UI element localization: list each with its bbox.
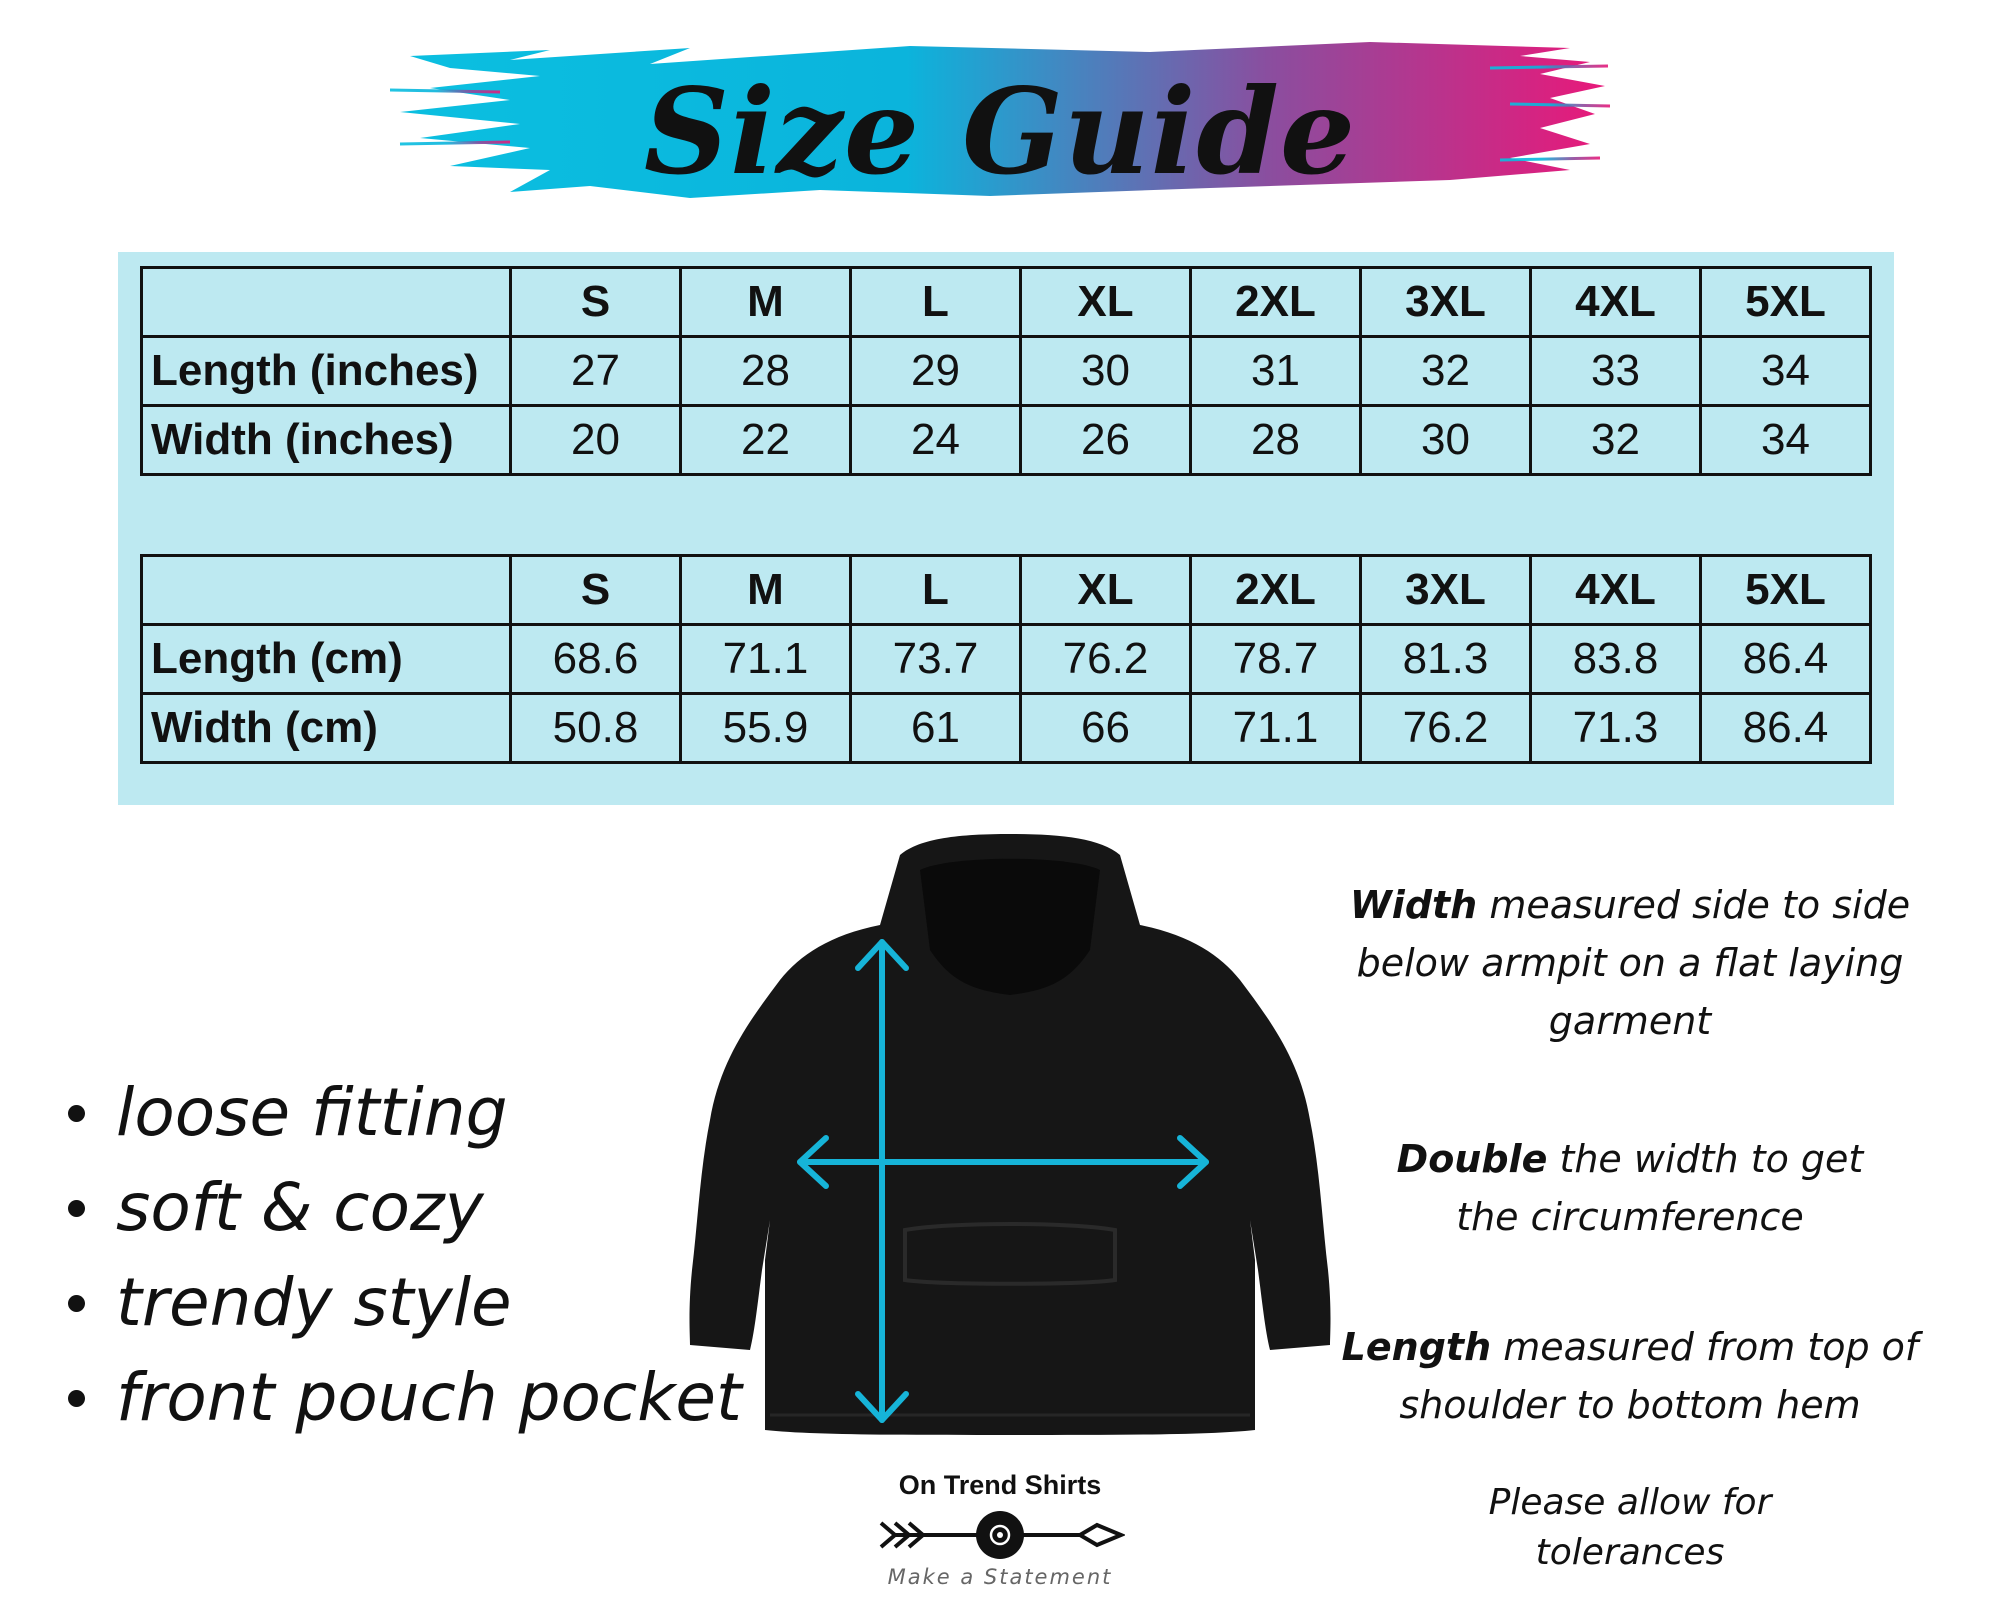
table-cell: 26 bbox=[1021, 406, 1191, 475]
table-header-row bbox=[142, 268, 1871, 337]
brand-logo bbox=[870, 1466, 1130, 1600]
brand-name: On Trend Shirts bbox=[898, 1470, 1102, 1500]
header-cell-empty bbox=[142, 556, 511, 625]
table-cell: 86.4 bbox=[1701, 694, 1871, 763]
table-cell: 34 bbox=[1701, 406, 1871, 475]
size-header: 3XL bbox=[1361, 268, 1531, 337]
note-double bbox=[1360, 1130, 1900, 1246]
row-label: Length (cm) bbox=[142, 625, 511, 694]
size-header: 5XL bbox=[1701, 268, 1871, 337]
table-row bbox=[142, 337, 1871, 406]
table-cell: 71.3 bbox=[1531, 694, 1701, 763]
size-header: S bbox=[511, 556, 681, 625]
table-cell: 66 bbox=[1021, 694, 1191, 763]
size-header: 5XL bbox=[1701, 556, 1871, 625]
list-item bbox=[60, 1255, 742, 1350]
table-cell: 30 bbox=[1021, 337, 1191, 406]
header-cell-empty bbox=[142, 268, 511, 337]
note-length-text: measured from top of shoulder to bottom hem bbox=[1399, 1325, 1919, 1427]
brand-tagline: Make a Statement bbox=[887, 1565, 1113, 1589]
bullet-icon bbox=[68, 1200, 85, 1217]
table-cell: 68.6 bbox=[511, 625, 681, 694]
table-cell: 27 bbox=[511, 337, 681, 406]
feature-text: front pouch pocket bbox=[116, 1359, 742, 1436]
list-item bbox=[60, 1065, 742, 1160]
note-double-text: the width to get the circumference bbox=[1456, 1137, 1864, 1239]
list-item bbox=[60, 1160, 742, 1255]
table-cell: 32 bbox=[1361, 337, 1531, 406]
hoodie-icon bbox=[650, 830, 1370, 1440]
table-cell: 71.1 bbox=[681, 625, 851, 694]
row-label: Width (inches) bbox=[142, 406, 511, 475]
size-header: 4XL bbox=[1531, 556, 1701, 625]
table-cell: 61 bbox=[851, 694, 1021, 763]
table-cell: 76.2 bbox=[1021, 625, 1191, 694]
size-chart-panel bbox=[118, 252, 1894, 805]
row-label: Width (cm) bbox=[142, 694, 511, 763]
hoodie-illustration bbox=[650, 830, 1370, 1440]
table-cell: 81.3 bbox=[1361, 625, 1531, 694]
table-cell: 78.7 bbox=[1191, 625, 1361, 694]
size-header: S bbox=[511, 268, 681, 337]
table-cell: 55.9 bbox=[681, 694, 851, 763]
table-cell: 34 bbox=[1701, 337, 1871, 406]
size-header: M bbox=[681, 268, 851, 337]
table-cell: 86.4 bbox=[1701, 625, 1871, 694]
size-header: XL bbox=[1021, 268, 1191, 337]
arrow-logo-icon bbox=[875, 1505, 1125, 1565]
table-row bbox=[142, 406, 1871, 475]
size-table-cm bbox=[140, 554, 1872, 764]
bullet-icon bbox=[68, 1105, 85, 1122]
header-banner bbox=[390, 20, 1610, 220]
size-header: M bbox=[681, 556, 851, 625]
feature-text: soft & cozy bbox=[116, 1169, 484, 1246]
size-header: 2XL bbox=[1191, 268, 1361, 337]
size-header: 2XL bbox=[1191, 556, 1361, 625]
table-cell: 73.7 bbox=[851, 625, 1021, 694]
note-length-bold: Length bbox=[1341, 1325, 1492, 1369]
table-cell: 20 bbox=[511, 406, 681, 475]
table-cell: 24 bbox=[851, 406, 1021, 475]
table-cell: 76.2 bbox=[1361, 694, 1531, 763]
feature-text: trendy style bbox=[116, 1264, 512, 1341]
bullet-icon bbox=[68, 1295, 85, 1312]
table-header-row bbox=[142, 556, 1871, 625]
table-row bbox=[142, 625, 1871, 694]
feature-text: loose fitting bbox=[116, 1074, 508, 1151]
note-width bbox=[1320, 876, 1940, 1050]
bullet-icon bbox=[68, 1390, 85, 1407]
list-item bbox=[60, 1350, 742, 1445]
table-cell: 28 bbox=[681, 337, 851, 406]
note-double-bold: Double bbox=[1396, 1137, 1548, 1181]
table-cell: 33 bbox=[1531, 337, 1701, 406]
row-label: Length (inches) bbox=[142, 337, 511, 406]
table-cell: 32 bbox=[1531, 406, 1701, 475]
note-length bbox=[1320, 1318, 1940, 1434]
table-cell: 22 bbox=[681, 406, 851, 475]
size-header: 3XL bbox=[1361, 556, 1531, 625]
feature-list bbox=[60, 1065, 742, 1445]
table-row bbox=[142, 694, 1871, 763]
size-table-inches bbox=[140, 266, 1872, 476]
note-width-text: measured side to side below armpit on a flat laying garment bbox=[1356, 883, 1911, 1043]
note-width-bold: Width bbox=[1349, 883, 1478, 927]
table-cell: 31 bbox=[1191, 337, 1361, 406]
table-cell: 29 bbox=[851, 337, 1021, 406]
table-cell: 83.8 bbox=[1531, 625, 1701, 694]
size-header: XL bbox=[1021, 556, 1191, 625]
note-tolerance: Please allow for tolerances bbox=[1488, 1482, 1772, 1573]
page-title: Size Guide bbox=[643, 62, 1357, 201]
table-cell: 50.8 bbox=[511, 694, 681, 763]
size-header: L bbox=[851, 556, 1021, 625]
table-cell: 28 bbox=[1191, 406, 1361, 475]
size-header: L bbox=[851, 268, 1021, 337]
size-header: 4XL bbox=[1531, 268, 1701, 337]
table-cell: 30 bbox=[1361, 406, 1531, 475]
table-cell: 71.1 bbox=[1191, 694, 1361, 763]
